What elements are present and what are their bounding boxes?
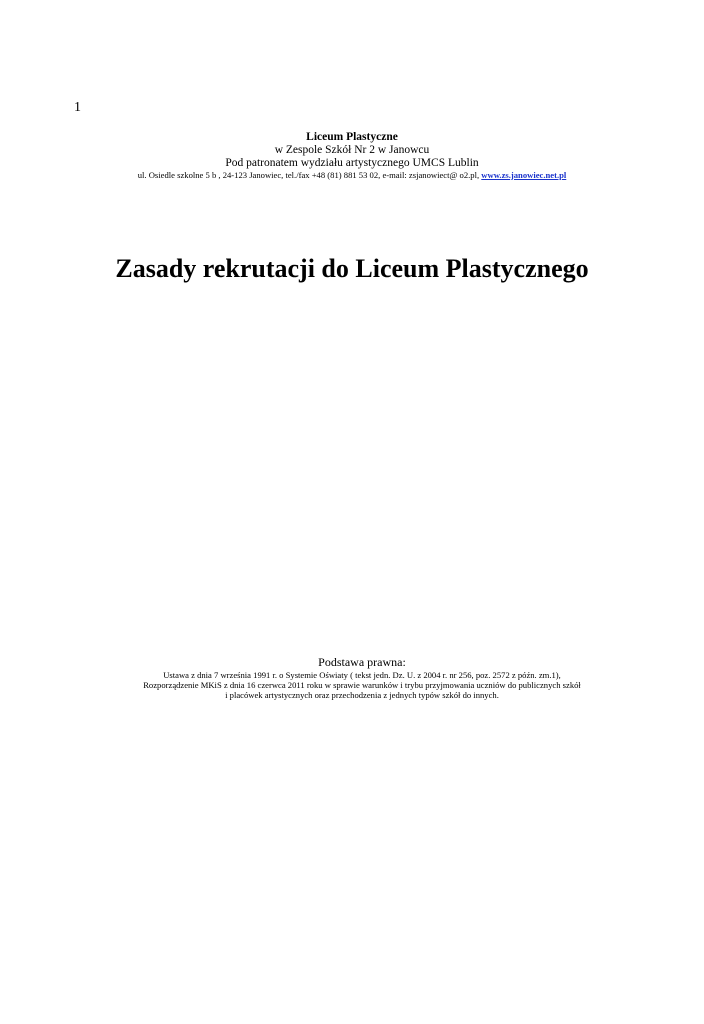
document-title: Zasady rekrutacji do Liceum Plastycznego — [115, 254, 589, 283]
legal-basis-heading: Podstawa prawna: — [318, 655, 406, 669]
school-header — [0, 131, 704, 181]
school-complex-line: w Zespole Szkół Nr 2 w Janowcu — [274, 144, 430, 157]
website-link[interactable]: www.zs.janowiec.net.pl — [481, 169, 567, 180]
address-text: ul. Osiedle szkolne 5 b , 24-123 Janowiec, tel./fax +48 (81) 881 53 02, e-mail: zsjanowiect@ o2.pl, — [137, 169, 482, 180]
patronage-line: Pod patronatem wydziału artystycznego UMCS Lublin — [225, 157, 479, 170]
legal-basis-line: i placówek artystycznych oraz przechodzenia z jednych typów szkół do innych. — [225, 689, 499, 700]
school-name: Liceum Plastyczne — [306, 131, 398, 143]
legal-basis-line: Rozporządzenie MKiS z dnia 16 czerwca 2011 roku w sprawie warunków i trybu przyjmowania uczniów do publicznych szkół — [143, 679, 581, 690]
address-line — [0, 171, 704, 181]
page-number: 1 — [74, 100, 81, 115]
legal-basis-line: Ustawa z dnia 7 września 1991 r. o Systemie Oświaty ( tekst jedn. Dz. U. z 2004 r. nr 256, poz. 2572 z późn. zm.1), — [163, 669, 561, 680]
legal-basis — [0, 656, 704, 700]
